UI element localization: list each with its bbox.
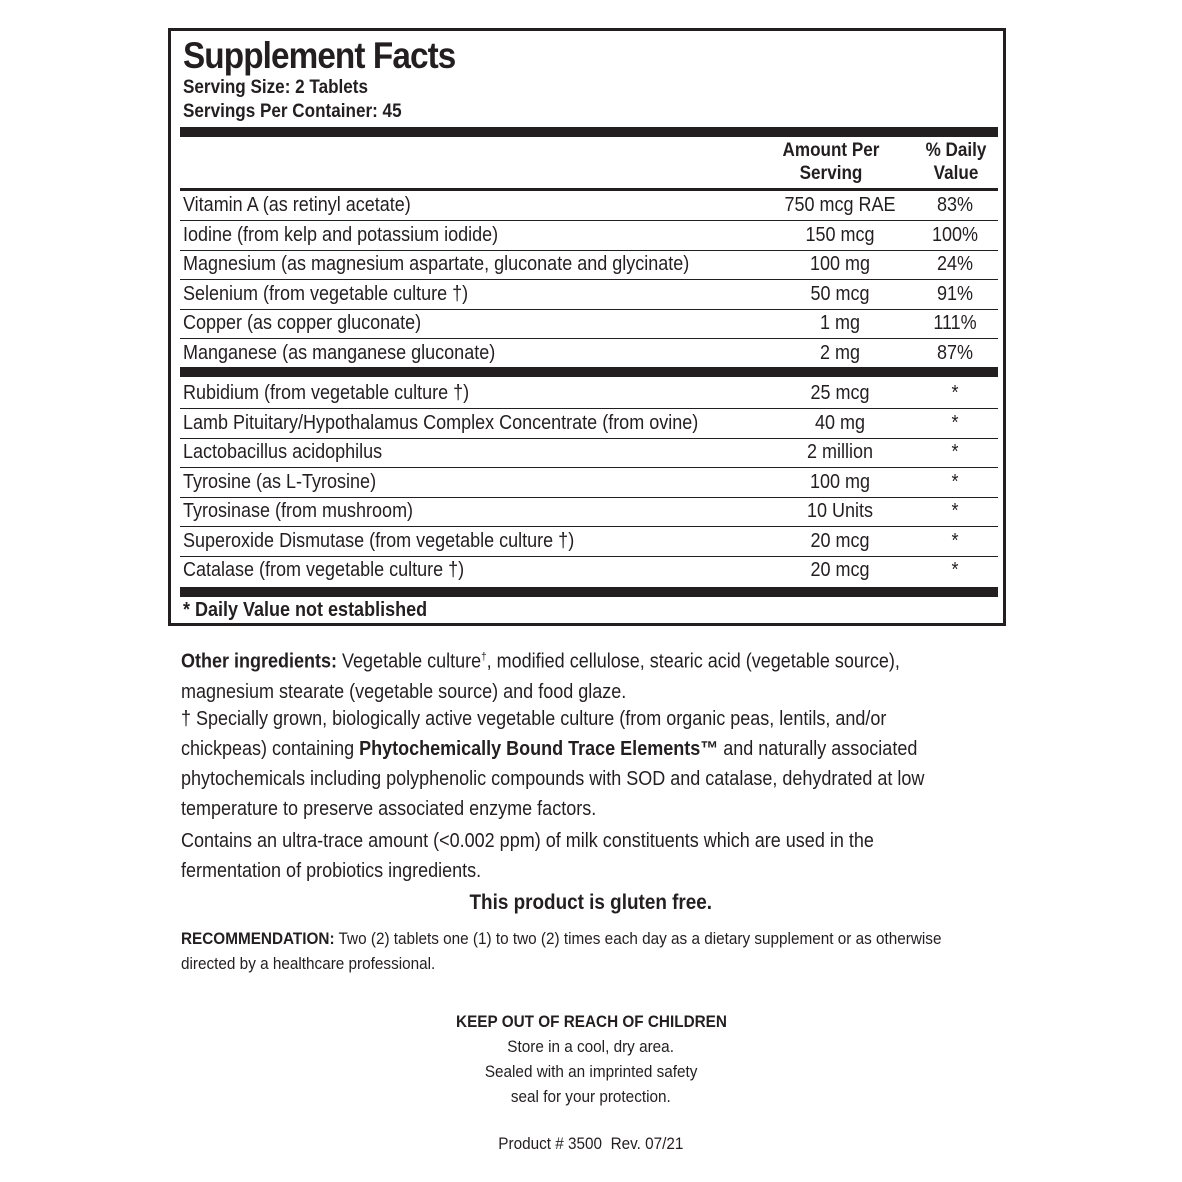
nutrient-name: Superoxide Dismutase (from vegetable culture †) bbox=[183, 529, 575, 552]
dv-footnote: * Daily Value not established bbox=[183, 599, 428, 621]
nutrient-amount: 150 mcg bbox=[805, 223, 875, 246]
servings-per-container: Servings Per Container: 45 bbox=[183, 101, 402, 122]
daily-value-header bbox=[916, 139, 997, 185]
nutrient-name: Iodine (from kelp and potassium iodide) bbox=[183, 223, 499, 246]
product-number bbox=[0, 1131, 1182, 1156]
nutrient-row bbox=[180, 556, 998, 585]
header-divider bbox=[180, 127, 998, 137]
nutrient-row bbox=[180, 280, 998, 310]
warning-line2: Sealed with an imprinted safety bbox=[484, 1062, 698, 1081]
vegetable-culture-note bbox=[181, 704, 973, 824]
nutrient-amount: 750 mcg RAE bbox=[784, 194, 896, 216]
dv-header-line1: % Daily bbox=[925, 140, 987, 161]
culture-bold: Phytochemically Bound Trace Elements™ bbox=[359, 738, 719, 760]
nutrient-amount: 50 mcg bbox=[810, 282, 870, 305]
nutrient-daily-value: * bbox=[951, 500, 959, 522]
nutrient-daily-value: * bbox=[951, 529, 959, 552]
nutrient-name: Lactobacillus acidophilus bbox=[183, 441, 383, 463]
nutrient-row bbox=[180, 409, 998, 439]
nutrient-row bbox=[180, 379, 998, 409]
nutrient-name: Vitamin A (as retinyl acetate) bbox=[183, 194, 411, 216]
amount-header-line1: Amount Per bbox=[782, 140, 880, 161]
nutrient-daily-value: 83% bbox=[936, 194, 974, 216]
nutrient-row bbox=[180, 339, 998, 368]
nutrient-amount: 2 mg bbox=[819, 341, 861, 364]
nutrient-row bbox=[180, 221, 998, 251]
nutrient-amount: 10 Units bbox=[806, 500, 874, 522]
warning-line3: seal for your protection. bbox=[511, 1087, 671, 1106]
nutrient-name: Copper (as copper gluconate) bbox=[183, 312, 422, 334]
nutrient-daily-value: * bbox=[951, 411, 959, 434]
nutrient-daily-value: 91% bbox=[936, 282, 974, 305]
recommendation-text: Two (2) tablets one (1) to two (2) times each day as a dietary supplement or as otherwise directed by a healthcare professional. bbox=[181, 929, 942, 973]
panel-title: Supplement Facts bbox=[183, 35, 456, 76]
serving-size: Serving Size: 2 Tablets bbox=[183, 77, 369, 98]
nutrient-daily-value: 87% bbox=[936, 341, 974, 364]
nutrient-daily-value: * bbox=[951, 559, 959, 581]
nutrient-daily-value: * bbox=[951, 382, 959, 404]
amount-per-serving-header bbox=[777, 139, 885, 185]
other-ingredients-label: Other ingredients: bbox=[181, 650, 338, 673]
nutrient-name: Rubidium (from vegetable culture †) bbox=[183, 382, 470, 404]
nutrient-daily-value: 100% bbox=[931, 223, 979, 246]
nutrient-name: Magnesium (as magnesium aspartate, gluconate and glycinate) bbox=[183, 253, 690, 275]
gluten-free-text: This product is gluten free. bbox=[469, 891, 713, 914]
nutrient-amount: 100 mg bbox=[809, 253, 871, 275]
supplement-facts-panel bbox=[168, 28, 1006, 626]
nutrient-row bbox=[180, 527, 998, 557]
nutrient-amount: 20 mcg bbox=[810, 529, 870, 552]
culture-text-b: and naturally associated phytochemicals including polyphenolic compounds with SOD and catalase, dehydrated at low temperature to preserve associated enzyme factors. bbox=[181, 738, 925, 820]
nutrient-row bbox=[180, 191, 998, 221]
nutrient-amount: 2 million bbox=[806, 441, 874, 463]
dv-header-line2: Value bbox=[933, 163, 979, 184]
nutrient-daily-value: 111% bbox=[933, 312, 977, 334]
amount-header-line2: Serving bbox=[799, 163, 863, 184]
nutrient-row bbox=[180, 497, 998, 527]
nutrient-daily-value: * bbox=[951, 441, 959, 463]
nutrient-row bbox=[180, 468, 998, 498]
other-ingredients-text-a: Vegetable culture bbox=[337, 650, 482, 673]
nutrient-daily-value: * bbox=[951, 470, 959, 493]
nutrient-row bbox=[180, 309, 998, 339]
nutrient-daily-value: 24% bbox=[936, 253, 974, 275]
nutrient-amount: 20 mcg bbox=[810, 559, 870, 581]
culture-text-a: † Specially grown, biologically active vegetable culture (from organic peas, lentils, and/or chickpeas) containing bbox=[181, 708, 887, 760]
other-ingredients-text-b: , modified cellulose, stearic acid (vegetable source), magnesium stearate (vegetable source) and food glaze. bbox=[181, 650, 900, 703]
milk-note: Contains an ultra-trace amount (<0.002 ppm) of milk constituents which are used in the fermentation of probiotics ingredients. bbox=[181, 830, 874, 882]
footer-divider bbox=[180, 587, 998, 597]
nutrient-name: Lamb Pituitary/Hypothalamus Complex Concentrate (from ovine) bbox=[183, 411, 699, 434]
nutrient-amount: 1 mg bbox=[819, 312, 861, 334]
nutrient-name: Selenium (from vegetable culture †) bbox=[183, 282, 469, 305]
recommendation bbox=[181, 926, 973, 976]
nutrient-name: Tyrosinase (from mushroom) bbox=[183, 500, 414, 522]
nutrient-name: Manganese (as manganese gluconate) bbox=[183, 341, 496, 364]
nutrient-name: Tyrosine (as L-Tyrosine) bbox=[183, 470, 377, 493]
nutrient-amount: 25 mcg bbox=[810, 382, 870, 404]
warning-title: KEEP OUT OF REACH OF CHILDREN bbox=[455, 1012, 727, 1031]
group-divider bbox=[180, 367, 998, 377]
warning-line1: Store in a cool, dry area. bbox=[507, 1037, 675, 1056]
warning-block bbox=[0, 1009, 1182, 1109]
other-ingredients bbox=[181, 642, 973, 707]
recommendation-label: RECOMMENDATION: bbox=[181, 929, 335, 948]
nutrient-name: Catalase (from vegetable culture †) bbox=[183, 559, 465, 581]
nutrient-amount: 100 mg bbox=[809, 470, 871, 493]
product-number-text: Product # 3500 Rev. 07/21 bbox=[498, 1134, 684, 1153]
nutrient-row bbox=[180, 438, 998, 468]
other-ingredients-dagger: † bbox=[481, 651, 487, 663]
nutrient-amount: 40 mg bbox=[814, 411, 866, 434]
nutrient-row bbox=[180, 250, 998, 280]
gluten-free-statement bbox=[0, 891, 1182, 915]
